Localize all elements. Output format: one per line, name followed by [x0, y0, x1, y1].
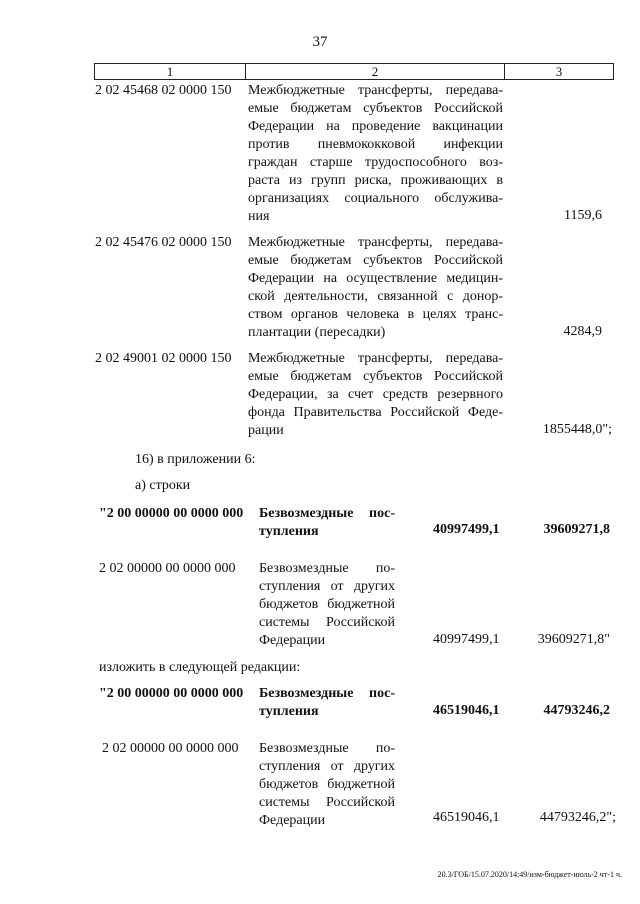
- table-row-value: 4284,9: [563, 324, 602, 339]
- new-row-code: 2 02 00000 00 0000 000: [102, 741, 239, 756]
- table-row-code: 2 02 45476 02 0000 150: [95, 235, 232, 250]
- old-row-value-2: 39609271,8": [537, 632, 610, 647]
- table-row-description: Межбюджетные трансферты, передава- емые бюджетам субъектов Российской Федерации на проведение вакцинации против пневмококковой инфекции граждан старше трудоспособного воз- раста из групп риска, проживающих в организациях социального обслужива- ния: [248, 83, 503, 224]
- table-row-code: 2 02 49001 02 0000 150: [95, 351, 232, 366]
- paragraph-new-edition: изложить в следующей редакции:: [99, 660, 301, 675]
- new-row-description: Безвозмездные пос- тупления: [259, 686, 395, 719]
- table-header: [94, 63, 614, 80]
- new-row-value-2: 44793246,2: [543, 703, 610, 718]
- old-row-code: "2 00 00000 00 0000 000: [99, 506, 244, 521]
- new-row-value-1: 46519046,1: [433, 810, 500, 825]
- old-row-value-1: 40997499,1: [433, 632, 500, 647]
- table-row-code: 2 02 45468 02 0000 150: [95, 83, 232, 98]
- document-footer: 20.3/ГОБ/15.07.2020/14:49/изм-бюджет-июль-2 чт-1 ч.: [437, 870, 622, 879]
- column-header-1: 1: [95, 64, 246, 79]
- new-row-description: Безвозмездные по- ступления от других бюджетов бюджетной системы Российской Федерации: [259, 741, 395, 828]
- table-row-description: Межбюджетные трансферты, передава- емые бюджетам субъектов Российской Федерации, за счет средств резервного фонда Правительства Российской Феде- рации: [248, 351, 503, 438]
- new-row-value-1: 46519046,1: [433, 703, 500, 718]
- old-row-code: 2 02 00000 00 0000 000: [99, 561, 236, 576]
- old-row-value-1: 40997499,1: [433, 522, 500, 537]
- old-row-description: Безвозмездные пос- тупления: [259, 506, 395, 539]
- table-row-value: 1159,6: [564, 208, 602, 223]
- page-number: 37: [312, 34, 328, 50]
- column-header-3: 3: [555, 64, 563, 79]
- old-row-description: Безвозмездные по- ступления от других бюджетов бюджетной системы Российской Федерации: [259, 561, 395, 648]
- new-row-value-2: 44793246,2";: [539, 810, 616, 825]
- column-header-2: 2: [246, 64, 505, 79]
- table-row-value: 1855448,0";: [542, 422, 612, 437]
- new-row-code: "2 00 00000 00 0000 000: [99, 686, 244, 701]
- paragraph-16: 16) в приложении 6:: [135, 452, 256, 467]
- paragraph-a: а) строки: [135, 478, 191, 493]
- table-row-description: Межбюджетные трансферты, передава- емые бюджетам субъектов Российской Федерации на осуществление медицин- ской деятельности, связанной с донор- ством органов человека в целях транс- плантации (пересадки): [248, 235, 503, 340]
- old-row-value-2: 39609271,8: [543, 522, 610, 537]
